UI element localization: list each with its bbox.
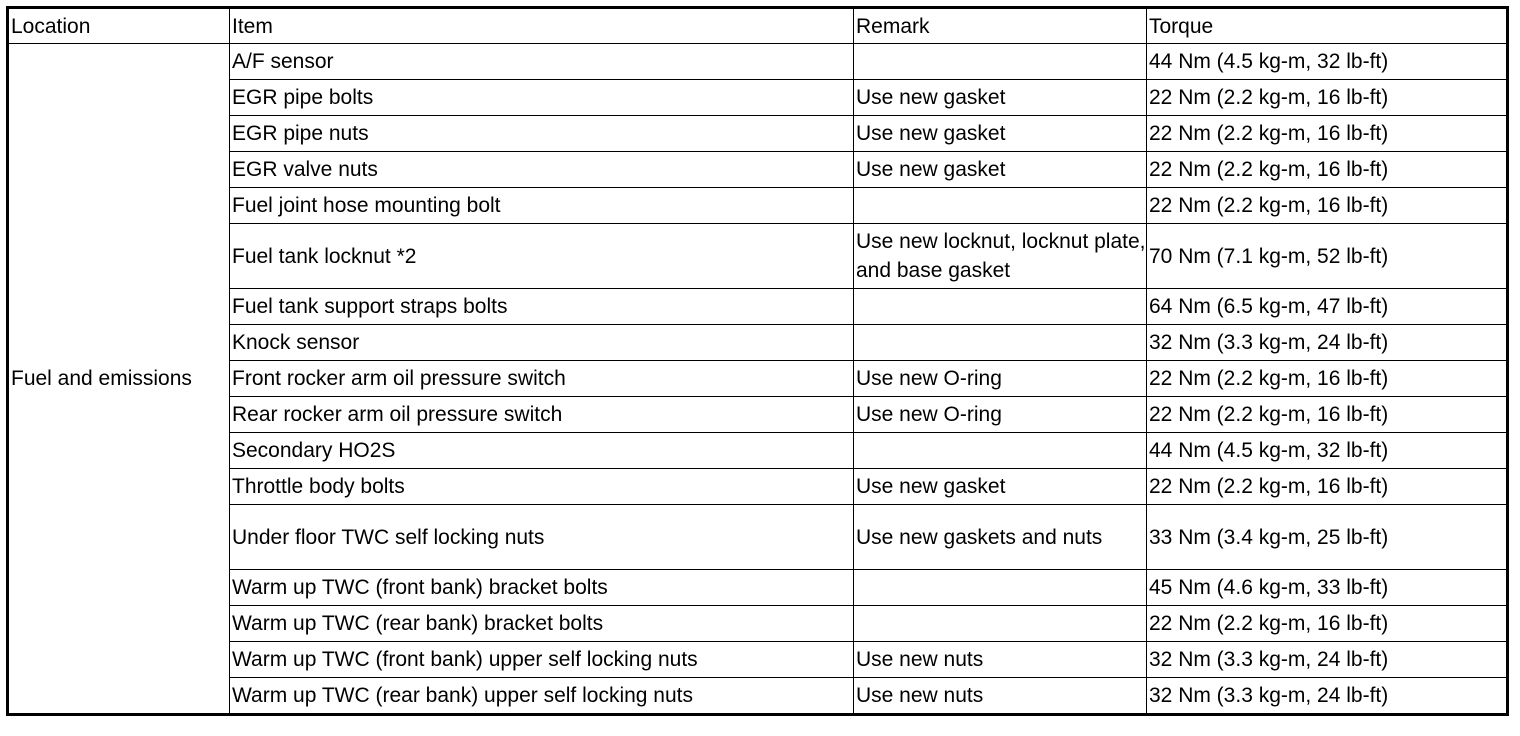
torque-cell: 32 Nm (3.3 kg-m, 24 lb-ft) (1147, 325, 1508, 361)
torque-cell: 22 Nm (2.2 kg-m, 16 lb-ft) (1147, 188, 1508, 224)
remark-cell: Use new locknut, locknut plate, and base gasket (854, 224, 1147, 289)
remark-cell: Use new gasket (854, 152, 1147, 188)
torque-cell: 22 Nm (2.2 kg-m, 16 lb-ft) (1147, 397, 1508, 433)
item-cell: Rear rocker arm oil pressure switch (230, 397, 854, 433)
table-row (8, 505, 1508, 570)
header-remark: Remark (854, 8, 1147, 44)
torque-cell: 22 Nm (2.2 kg-m, 16 lb-ft) (1147, 361, 1508, 397)
remark-cell (854, 570, 1147, 606)
table-row (8, 361, 1508, 397)
remark-cell (854, 188, 1147, 224)
table-row (8, 224, 1508, 289)
torque-cell: 32 Nm (3.3 kg-m, 24 lb-ft) (1147, 678, 1508, 715)
remark-cell (854, 289, 1147, 325)
remark-cell (854, 433, 1147, 469)
remark-cell: Use new O-ring (854, 361, 1147, 397)
torque-spec-table (6, 6, 1509, 716)
item-cell: A/F sensor (230, 44, 854, 80)
header-item: Item (230, 8, 854, 44)
table-row (8, 570, 1508, 606)
item-cell: Front rocker arm oil pressure switch (230, 361, 854, 397)
torque-cell: 22 Nm (2.2 kg-m, 16 lb-ft) (1147, 80, 1508, 116)
table-header (8, 8, 1508, 44)
header-row (8, 8, 1508, 44)
torque-cell: 22 Nm (2.2 kg-m, 16 lb-ft) (1147, 606, 1508, 642)
remark-cell (854, 44, 1147, 80)
torque-cell: 22 Nm (2.2 kg-m, 16 lb-ft) (1147, 116, 1508, 152)
table-row (8, 469, 1508, 505)
item-cell: Fuel tank support straps bolts (230, 289, 854, 325)
item-cell: Under floor TWC self locking nuts (230, 505, 854, 570)
remark-cell: Use new gasket (854, 116, 1147, 152)
table-row (8, 188, 1508, 224)
item-cell: Fuel joint hose mounting bolt (230, 188, 854, 224)
location-cell: Fuel and emissions (8, 44, 230, 715)
torque-cell: 33 Nm (3.4 kg-m, 25 lb-ft) (1147, 505, 1508, 570)
torque-cell: 44 Nm (4.5 kg-m, 32 lb-ft) (1147, 44, 1508, 80)
table-row (8, 152, 1508, 188)
item-cell: Throttle body bolts (230, 469, 854, 505)
remark-cell: Use new gaskets and nuts (854, 505, 1147, 570)
item-cell: Knock sensor (230, 325, 854, 361)
table-row (8, 80, 1508, 116)
torque-cell: 64 Nm (6.5 kg-m, 47 lb-ft) (1147, 289, 1508, 325)
item-cell: EGR pipe nuts (230, 116, 854, 152)
torque-cell: 44 Nm (4.5 kg-m, 32 lb-ft) (1147, 433, 1508, 469)
remark-cell: Use new gasket (854, 469, 1147, 505)
table-row (8, 606, 1508, 642)
remark-cell: Use new O-ring (854, 397, 1147, 433)
remark-cell (854, 325, 1147, 361)
torque-cell: 70 Nm (7.1 kg-m, 52 lb-ft) (1147, 224, 1508, 289)
table-row (8, 678, 1508, 715)
table-row (8, 397, 1508, 433)
table-body (8, 44, 1508, 715)
remark-cell: Use new gasket (854, 80, 1147, 116)
item-cell: Warm up TWC (front bank) bracket bolts (230, 570, 854, 606)
remark-cell: Use new nuts (854, 642, 1147, 678)
table-row (8, 289, 1508, 325)
table-row (8, 116, 1508, 152)
remark-cell: Use new nuts (854, 678, 1147, 715)
torque-cell: 22 Nm (2.2 kg-m, 16 lb-ft) (1147, 152, 1508, 188)
table-row (8, 433, 1508, 469)
item-cell: Warm up TWC (front bank) upper self locking nuts (230, 642, 854, 678)
table-row (8, 44, 1508, 80)
item-cell: Warm up TWC (rear bank) upper self locking nuts (230, 678, 854, 715)
torque-cell: 22 Nm (2.2 kg-m, 16 lb-ft) (1147, 469, 1508, 505)
item-cell: Warm up TWC (rear bank) bracket bolts (230, 606, 854, 642)
torque-cell: 32 Nm (3.3 kg-m, 24 lb-ft) (1147, 642, 1508, 678)
header-torque: Torque (1147, 8, 1508, 44)
table-row (8, 642, 1508, 678)
torque-cell: 45 Nm (4.6 kg-m, 33 lb-ft) (1147, 570, 1508, 606)
table-row (8, 325, 1508, 361)
item-cell: EGR valve nuts (230, 152, 854, 188)
item-cell: Fuel tank locknut *2 (230, 224, 854, 289)
item-cell: EGR pipe bolts (230, 80, 854, 116)
remark-cell (854, 606, 1147, 642)
item-cell: Secondary HO2S (230, 433, 854, 469)
header-location: Location (8, 8, 230, 44)
